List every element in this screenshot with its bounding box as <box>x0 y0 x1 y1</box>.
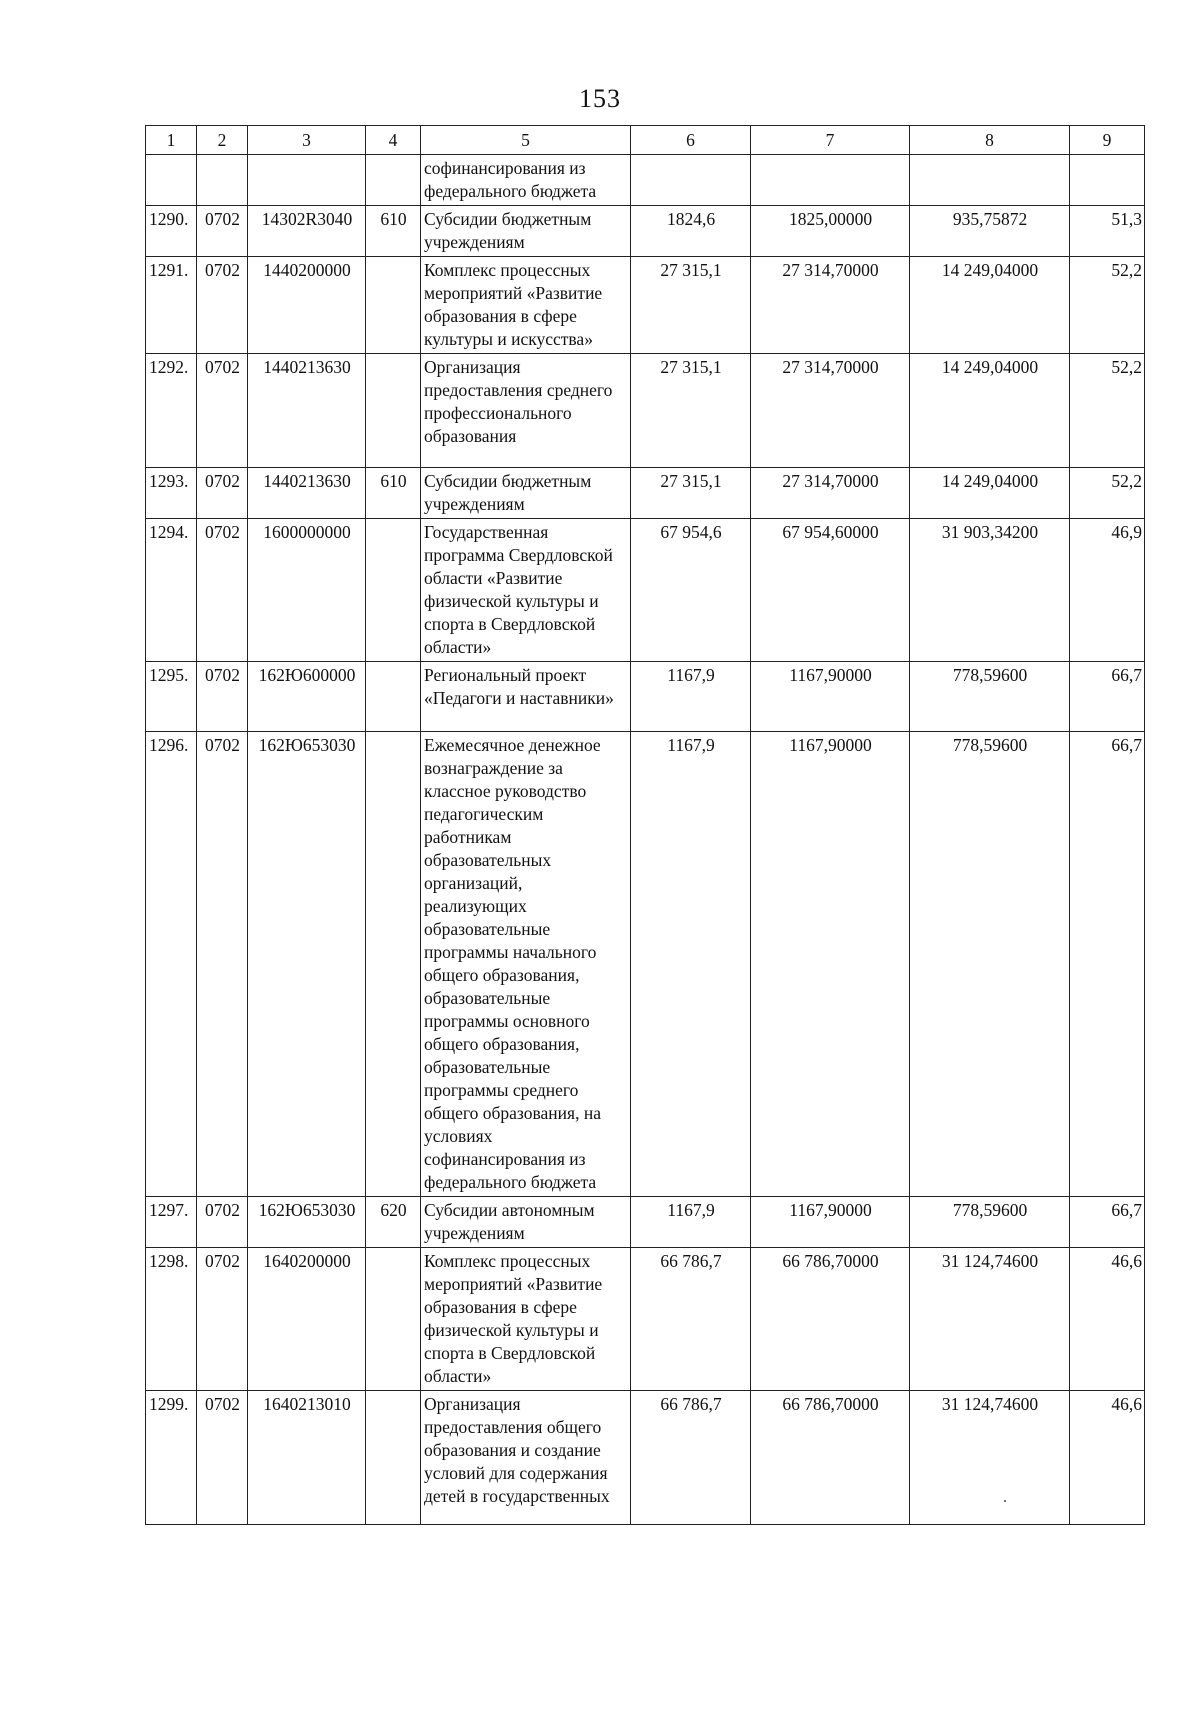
expense-type-code <box>366 257 421 354</box>
executed-amount: 14 249,04000 <box>910 257 1070 354</box>
item-name: Организация предоставления среднего профессионального образования <box>421 354 631 468</box>
table-row <box>146 468 1145 519</box>
target-article-code <box>248 155 366 206</box>
approved-amount: 1824,6 <box>631 206 751 257</box>
table-row <box>146 1391 1145 1525</box>
target-article-code: 1440200000 <box>248 257 366 354</box>
section-code: 0702 <box>197 1197 248 1248</box>
target-article-code: 162Ю653030 <box>248 1197 366 1248</box>
execution-percent: 46,6 <box>1070 1391 1145 1525</box>
section-code: 0702 <box>197 519 248 662</box>
expense-type-code: 610 <box>366 206 421 257</box>
approved-amount: 27 315,1 <box>631 257 751 354</box>
execution-percent: 52,2 <box>1070 468 1145 519</box>
target-article-code: 1440213630 <box>248 468 366 519</box>
section-code: 0702 <box>197 206 248 257</box>
column-header: 2 <box>197 126 248 155</box>
execution-percent: 51,3 <box>1070 206 1145 257</box>
approved-amount: 66 786,7 <box>631 1248 751 1391</box>
table-body <box>146 155 1145 1525</box>
expense-type-code: 620 <box>366 1197 421 1248</box>
row-number: 1290. <box>146 206 197 257</box>
item-name: Региональный проект «Педагоги и наставники» <box>421 662 631 732</box>
execution-percent: 52,2 <box>1070 257 1145 354</box>
approved-amount: 1167,9 <box>631 662 751 732</box>
row-number: 1297. <box>146 1197 197 1248</box>
column-header: 6 <box>631 126 751 155</box>
expense-type-code: 610 <box>366 468 421 519</box>
row-number: 1293. <box>146 468 197 519</box>
section-code: 0702 <box>197 662 248 732</box>
column-header: 1 <box>146 126 197 155</box>
plan-amount: 1167,90000 <box>751 662 910 732</box>
executed-amount: 14 249,04000 <box>910 354 1070 468</box>
plan-amount: 66 786,70000 <box>751 1248 910 1391</box>
executed-amount: 31 124,74600 <box>910 1391 1070 1525</box>
column-header: 5 <box>421 126 631 155</box>
approved-amount: 67 954,6 <box>631 519 751 662</box>
section-code: 0702 <box>197 1248 248 1391</box>
plan-amount: 66 786,70000 <box>751 1391 910 1525</box>
execution-percent <box>1070 155 1145 206</box>
target-article-code: 1440213630 <box>248 354 366 468</box>
column-header: 8 <box>910 126 1070 155</box>
item-name: Государственная программа Свердловской области «Развитие физической культуры и спорта в Свердловской области» <box>421 519 631 662</box>
plan-amount: 27 314,70000 <box>751 468 910 519</box>
row-number: 1294. <box>146 519 197 662</box>
executed-amount: 778,59600 <box>910 662 1070 732</box>
table-row <box>146 257 1145 354</box>
target-article-code: 1640200000 <box>248 1248 366 1391</box>
table-row <box>146 155 1145 206</box>
executed-amount <box>910 155 1070 206</box>
section-code: 0702 <box>197 1391 248 1525</box>
table-row <box>146 206 1145 257</box>
item-name: Ежемесячное денежное вознаграждение за классное руководство педагогическим работникам образовательных организаций, реализующих образовательные программы начального общего образования, образовательные программы основного общего образования, образовательные программы среднего общего образования, на условиях софинансирования из федерального бюджета <box>421 732 631 1197</box>
plan-amount <box>751 155 910 206</box>
execution-percent: 66,7 <box>1070 662 1145 732</box>
item-name: софинансирования из федерального бюджета <box>421 155 631 206</box>
table-row <box>146 732 1145 1197</box>
column-number-header-row <box>146 126 1145 155</box>
scan-speck <box>1004 1500 1006 1502</box>
page-number: 153 <box>579 84 621 113</box>
row-number: 1295. <box>146 662 197 732</box>
executed-amount: 31 903,34200 <box>910 519 1070 662</box>
expense-type-code <box>366 1248 421 1391</box>
row-number <box>146 155 197 206</box>
item-name: Комплекс процессных мероприятий «Развитие образования в сфере культуры и искусства» <box>421 257 631 354</box>
target-article-code: 162Ю600000 <box>248 662 366 732</box>
expense-type-code <box>366 732 421 1197</box>
target-article-code: 162Ю653030 <box>248 732 366 1197</box>
item-name: Субсидии автономным учреждениям <box>421 1197 631 1248</box>
execution-percent: 46,6 <box>1070 1248 1145 1391</box>
item-name: Субсидии бюджетным учреждениям <box>421 468 631 519</box>
plan-amount: 1167,90000 <box>751 1197 910 1248</box>
table-row <box>146 1197 1145 1248</box>
execution-percent: 52,2 <box>1070 354 1145 468</box>
table-row <box>146 519 1145 662</box>
section-code: 0702 <box>197 468 248 519</box>
table-row <box>146 1248 1145 1391</box>
row-number: 1299. <box>146 1391 197 1525</box>
column-header: 7 <box>751 126 910 155</box>
row-number: 1292. <box>146 354 197 468</box>
executed-amount: 14 249,04000 <box>910 468 1070 519</box>
table-row <box>146 354 1145 468</box>
section-code: 0702 <box>197 354 248 468</box>
row-number: 1296. <box>146 732 197 1197</box>
budget-table <box>145 125 1145 1525</box>
approved-amount <box>631 155 751 206</box>
target-article-code: 14302R3040 <box>248 206 366 257</box>
row-number: 1298. <box>146 1248 197 1391</box>
executed-amount: 778,59600 <box>910 732 1070 1197</box>
approved-amount: 1167,9 <box>631 732 751 1197</box>
column-header: 9 <box>1070 126 1145 155</box>
expense-type-code <box>366 1391 421 1525</box>
expense-type-code <box>366 662 421 732</box>
approved-amount: 27 315,1 <box>631 354 751 468</box>
item-name: Субсидии бюджетным учреждениям <box>421 206 631 257</box>
approved-amount: 66 786,7 <box>631 1391 751 1525</box>
section-code: 0702 <box>197 732 248 1197</box>
plan-amount: 67 954,60000 <box>751 519 910 662</box>
plan-amount: 1825,00000 <box>751 206 910 257</box>
executed-amount: 778,59600 <box>910 1197 1070 1248</box>
expense-type-code <box>366 155 421 206</box>
section-code: 0702 <box>197 257 248 354</box>
target-article-code: 1640213010 <box>248 1391 366 1525</box>
target-article-code: 1600000000 <box>248 519 366 662</box>
approved-amount: 1167,9 <box>631 1197 751 1248</box>
table-row <box>146 662 1145 732</box>
expense-type-code <box>366 519 421 662</box>
column-header: 4 <box>366 126 421 155</box>
row-number: 1291. <box>146 257 197 354</box>
item-name: Комплекс процессных мероприятий «Развитие образования в сфере физической культуры и спорта в Свердловской области» <box>421 1248 631 1391</box>
plan-amount: 1167,90000 <box>751 732 910 1197</box>
item-name: Организация предоставления общего образования и создание условий для содержания детей в государственных <box>421 1391 631 1525</box>
executed-amount: 935,75872 <box>910 206 1070 257</box>
executed-amount: 31 124,74600 <box>910 1248 1070 1391</box>
plan-amount: 27 314,70000 <box>751 257 910 354</box>
plan-amount: 27 314,70000 <box>751 354 910 468</box>
approved-amount: 27 315,1 <box>631 468 751 519</box>
column-header: 3 <box>248 126 366 155</box>
execution-percent: 46,9 <box>1070 519 1145 662</box>
section-code <box>197 155 248 206</box>
expense-type-code <box>366 354 421 468</box>
execution-percent: 66,7 <box>1070 1197 1145 1248</box>
execution-percent: 66,7 <box>1070 732 1145 1197</box>
